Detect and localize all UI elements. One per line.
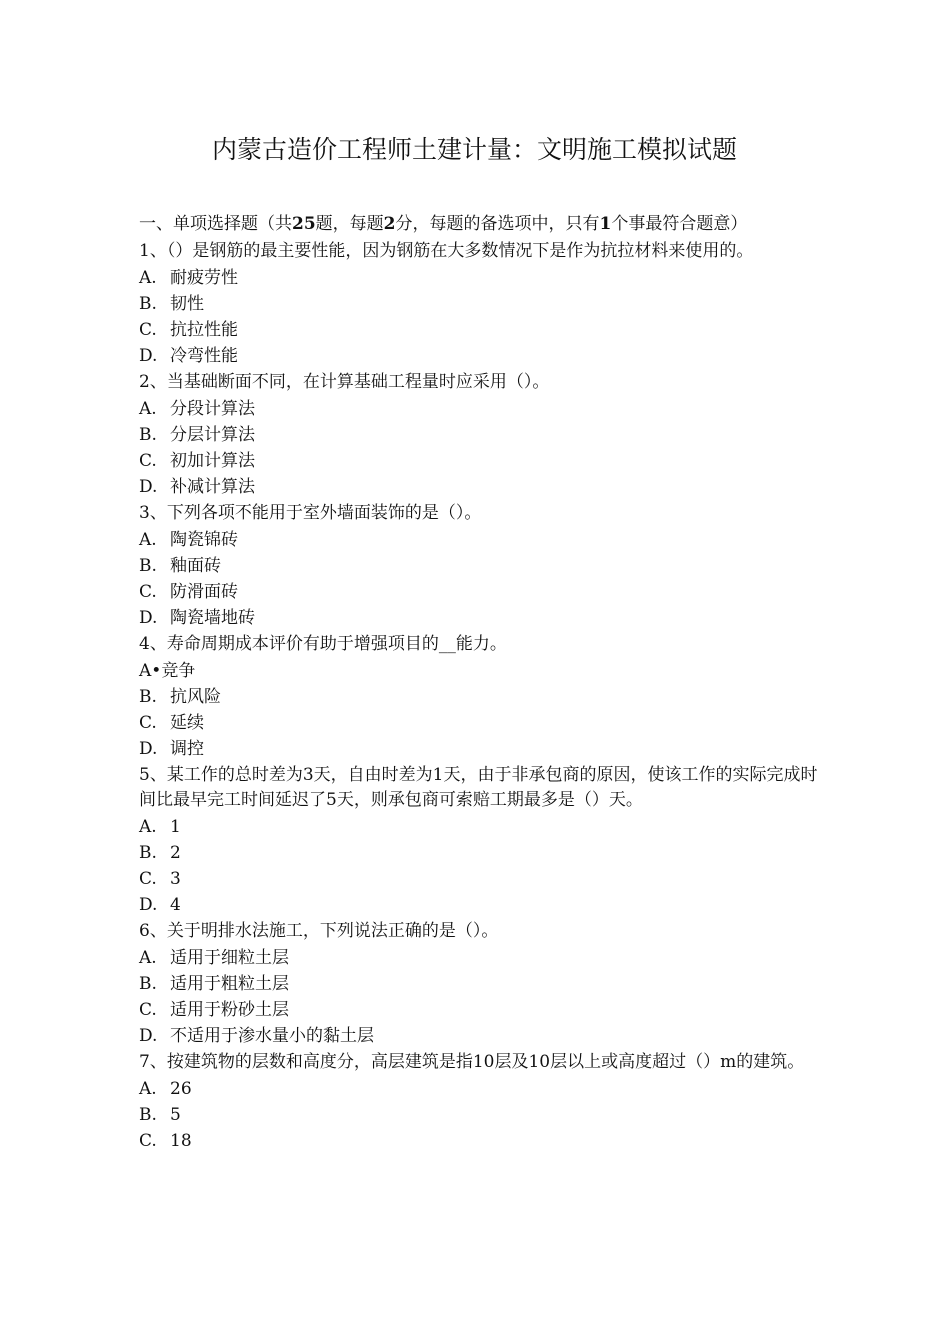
question-3 (139, 501, 820, 632)
option-text: 适用于粉砂土层 (170, 1000, 289, 1020)
option-letter: A. (139, 530, 157, 550)
option-text: 釉面砖 (170, 556, 221, 576)
option-c (139, 580, 820, 606)
option-letter: C. (139, 320, 157, 340)
option-letter: A. (139, 268, 157, 288)
question-stem: 5、某工作的总时差为3天，自由时差为1天，由于非承包商的原因，使该工作的实际完成时间比最早完工时间延迟了5天，则承包商可索赔工期最多是（）天。 (139, 765, 818, 810)
option-c (139, 449, 820, 475)
option-text: 补减计算法 (170, 477, 255, 497)
option-b (139, 841, 820, 867)
option-d (139, 344, 820, 370)
option-letter: D. (139, 895, 158, 915)
option-d (139, 1024, 820, 1050)
option-letter: B. (139, 425, 157, 445)
option-a (139, 815, 820, 841)
question-7 (139, 1050, 820, 1155)
question-stem: 6、关于明排水法施工，下列说法正确的是（）。 (139, 921, 499, 941)
question-stem: 1、（）是钢筋的最主要性能，因为钢筋在大多数情况下是作为抗拉材料来使用的。 (139, 241, 754, 261)
option-letter: A• (139, 661, 162, 681)
option-letter: B. (139, 294, 157, 314)
option-text: 初加计算法 (170, 451, 255, 471)
option-text: 适用于细粒土层 (170, 948, 289, 968)
question-stem: 2、当基础断面不同，在计算基础工程量时应采用（）。 (139, 372, 550, 392)
option-text: 5 (170, 1105, 181, 1125)
section-heading (139, 212, 820, 237)
option-letter: B. (139, 556, 157, 576)
option-a (139, 266, 820, 292)
option-b (139, 554, 820, 580)
option-letter: C. (139, 451, 157, 471)
option-text: 抗风险 (170, 687, 221, 707)
option-text: 冷弯性能 (170, 346, 238, 366)
option-letter: C. (139, 1131, 157, 1151)
question-stem: 3、下列各项不能用于室外墙面装饰的是（）。 (139, 503, 482, 523)
option-a (139, 946, 820, 972)
question-stem: 7、按建筑物的层数和高度分，高层建筑是指10层及10层以上或高度超过（）m的建筑。 (139, 1052, 805, 1072)
document-title: 内蒙古造价工程师土建计量：文明施工模拟试题 (211, 135, 737, 164)
section-points: 2 (383, 214, 396, 234)
option-letter: D. (139, 608, 158, 628)
option-text: 分层计算法 (170, 425, 255, 445)
option-letter: D. (139, 477, 158, 497)
section-text-3: 分，每题的备选项中，只有 (395, 214, 600, 234)
option-letter: B. (139, 687, 157, 707)
option-letter: C. (139, 582, 157, 602)
option-c (139, 998, 820, 1024)
option-letter: B. (139, 843, 157, 863)
section-one: 1 (599, 214, 612, 234)
option-letter: C. (139, 713, 157, 733)
option-b (139, 1103, 820, 1129)
question-6 (139, 919, 820, 1050)
option-text: 竞争 (161, 661, 196, 681)
option-letter: C. (139, 1000, 157, 1020)
option-a (139, 528, 820, 554)
option-d (139, 606, 820, 632)
option-letter: D. (139, 739, 158, 759)
option-letter: A. (139, 399, 157, 419)
option-a (139, 397, 820, 423)
option-text: 不适用于渗水量小的黏土层 (170, 1026, 374, 1046)
option-letter: A. (139, 948, 157, 968)
option-text: 4 (170, 895, 181, 915)
section-text-1: 一、单项选择题（共 (139, 214, 292, 234)
option-letter: A. (139, 1079, 157, 1099)
option-letter: C. (139, 869, 157, 889)
section-text-2: 题，每题 (315, 214, 384, 234)
option-text: 分段计算法 (170, 399, 255, 419)
option-text: 18 (170, 1131, 192, 1151)
option-c (139, 318, 820, 344)
section-count: 25 (292, 214, 316, 234)
section-text-4: 个事最符合题意） (611, 214, 748, 234)
option-d (139, 475, 820, 501)
option-text: 抗拉性能 (170, 320, 238, 340)
option-b (139, 685, 820, 711)
question-5 (139, 763, 820, 919)
option-text: 陶瓷锦砖 (170, 530, 238, 550)
option-letter: D. (139, 1026, 158, 1046)
option-letter: D. (139, 346, 158, 366)
option-text: 陶瓷墙地砖 (170, 608, 255, 628)
option-a (139, 659, 820, 685)
option-b (139, 423, 820, 449)
option-text: 延续 (170, 713, 204, 733)
option-b (139, 972, 820, 998)
option-c (139, 867, 820, 893)
option-text: 2 (170, 843, 181, 863)
option-text: 3 (170, 869, 181, 889)
option-letter: A. (139, 817, 157, 837)
question-2 (139, 370, 820, 501)
option-d (139, 737, 820, 763)
option-a (139, 1077, 820, 1103)
option-letter: B. (139, 1105, 157, 1125)
option-text: 1 (170, 817, 181, 837)
option-letter: B. (139, 974, 157, 994)
option-text: 防滑面砖 (170, 582, 238, 602)
option-b (139, 292, 820, 318)
option-text: 耐疲劳性 (170, 268, 238, 288)
option-text: 适用于粗粒土层 (170, 974, 289, 994)
question-4 (139, 632, 820, 763)
option-d (139, 893, 820, 919)
option-text: 26 (170, 1079, 192, 1099)
question-stem: 4、寿命周期成本评价有助于增强项目的__能力。 (139, 634, 507, 654)
option-c (139, 1129, 820, 1155)
question-1 (139, 239, 820, 370)
option-text: 调控 (170, 739, 204, 759)
option-text: 韧性 (170, 294, 204, 314)
option-c (139, 711, 820, 737)
